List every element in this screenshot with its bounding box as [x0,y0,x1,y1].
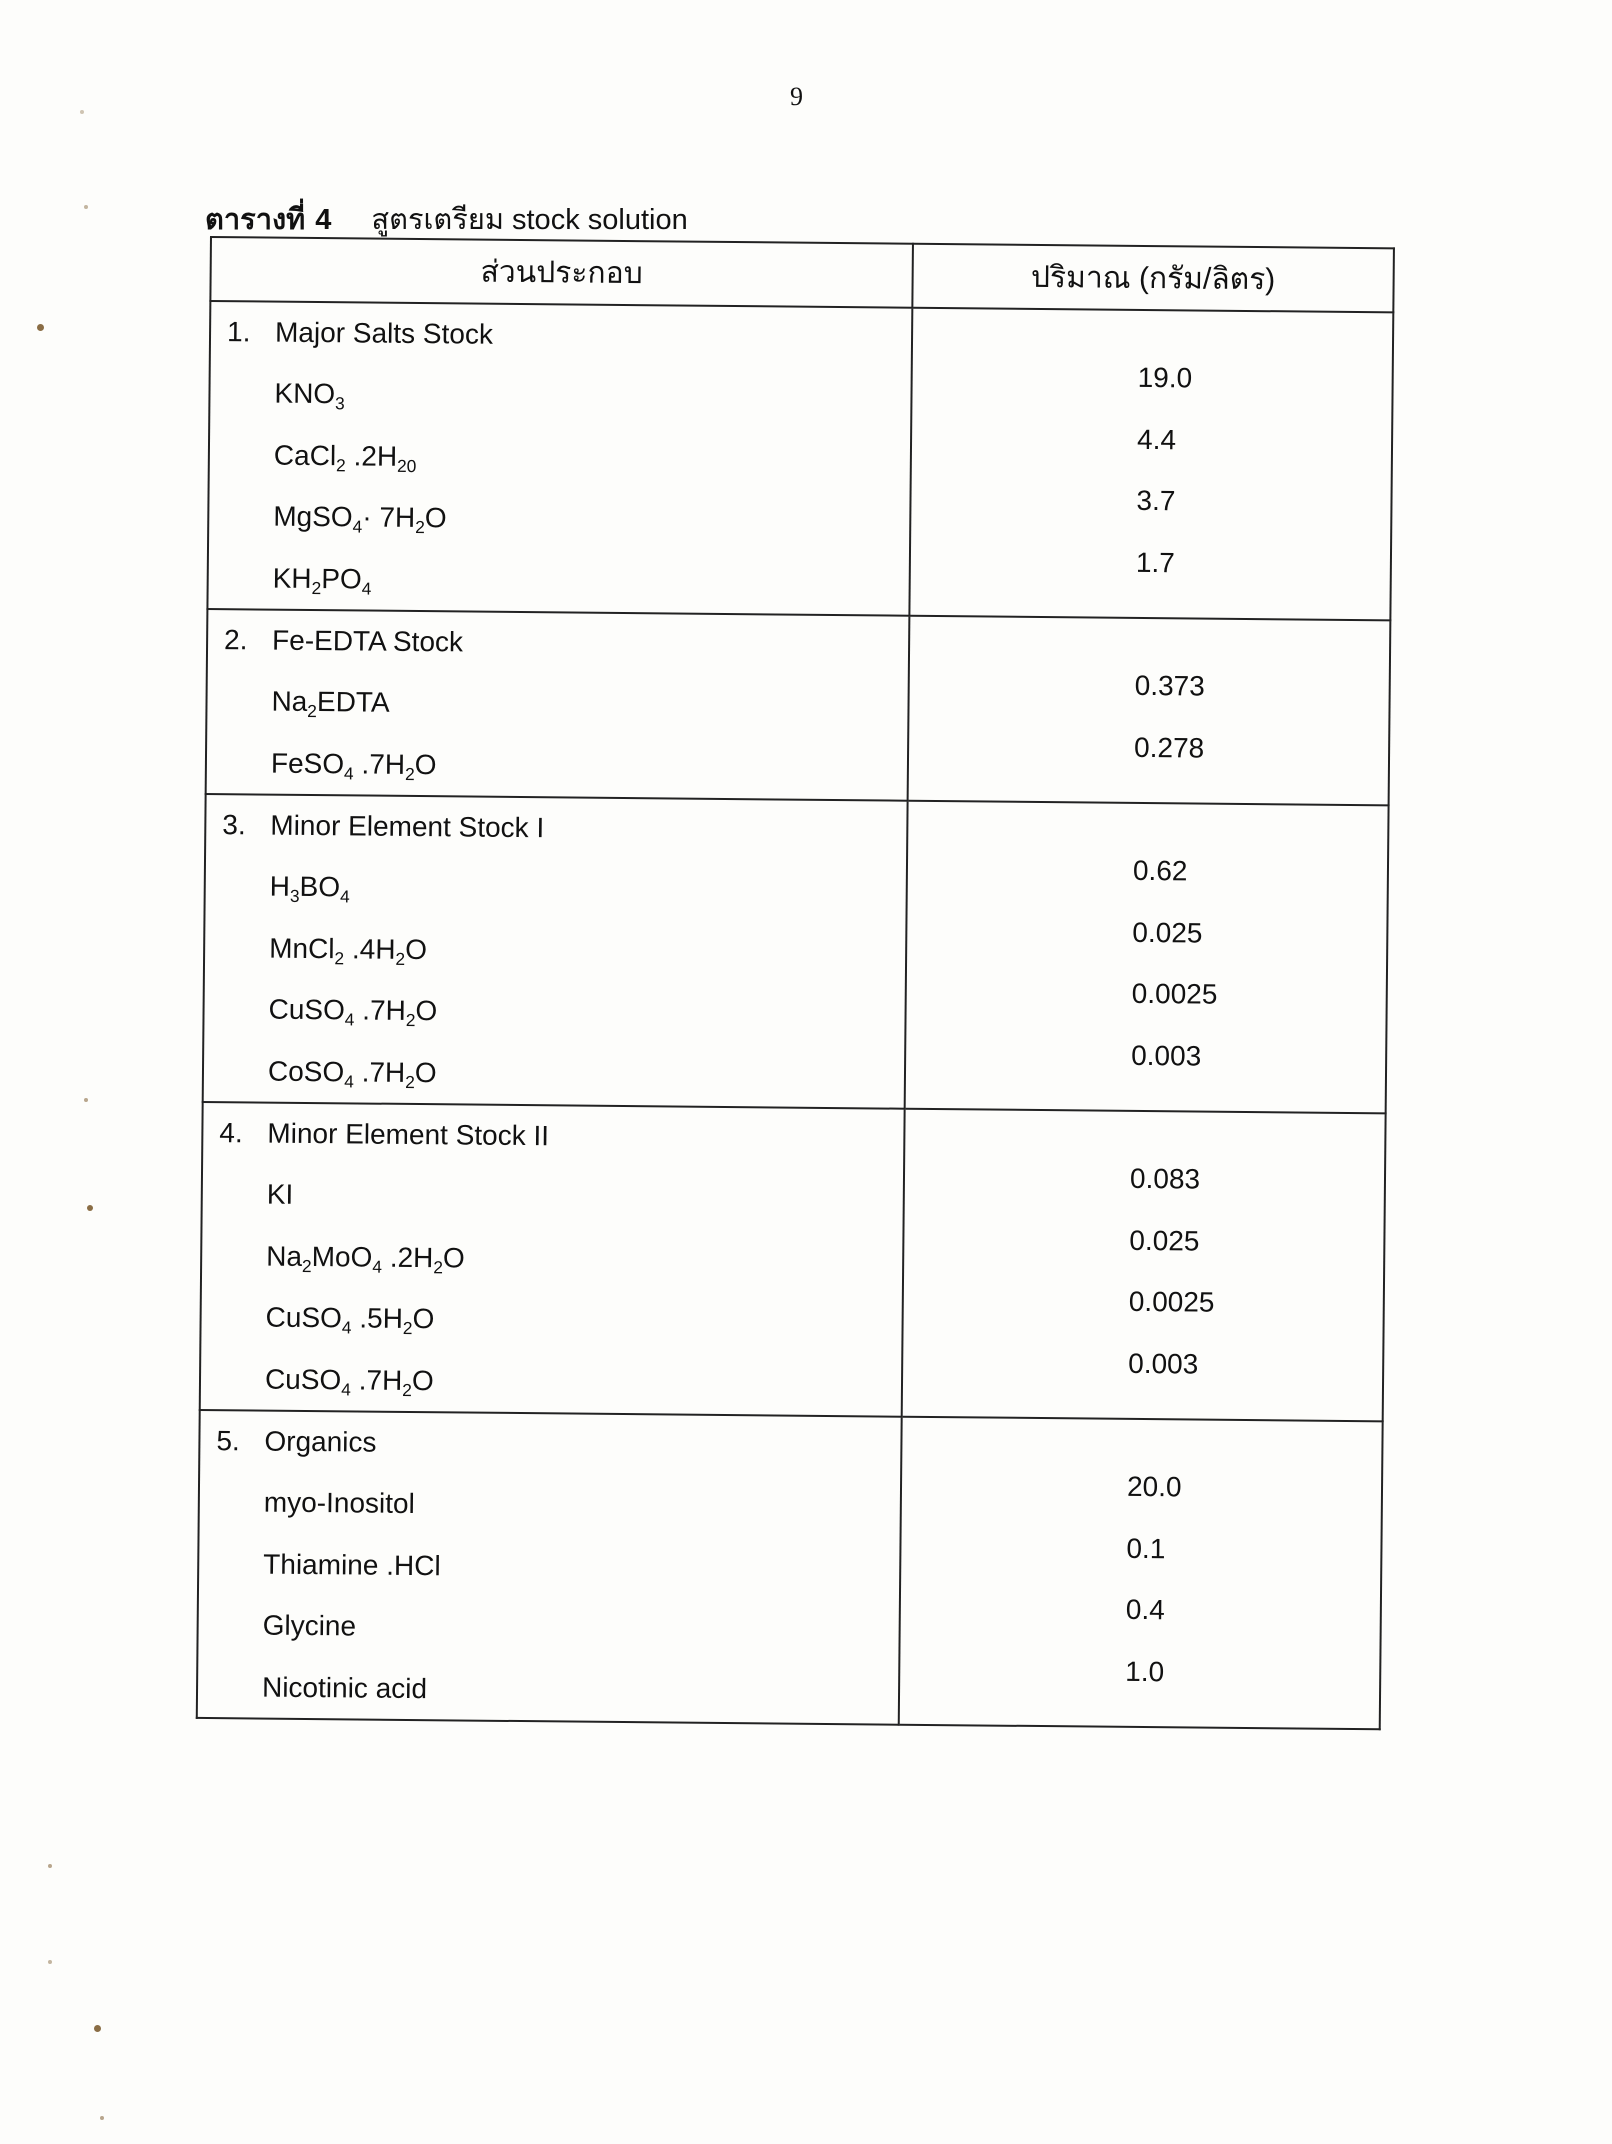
formula-subscript: 2 [433,1256,444,1277]
speck [94,2025,101,2032]
formula-subscript: 4 [339,886,350,907]
page-number: 9 [790,82,803,111]
stock-solution-table [196,236,1395,1730]
speck [80,110,84,114]
component-cell [207,301,912,616]
amount-value: 20.0 [1126,1470,1182,1503]
amount-value: 0.278 [1133,731,1205,764]
component-name [201,1347,902,1415]
section-title-text: Fe-EDTA Stock [271,624,464,658]
formula-part: CuSO [265,1301,343,1334]
formula-part: MoO [311,1240,373,1273]
formula-part: Glycine [262,1609,357,1642]
amount-value: 0.025 [1129,1224,1200,1257]
speck [37,324,44,331]
amount-value: 1.7 [1135,546,1175,578]
formula-subscript: 2 [311,577,322,598]
amount-value: 0.4 [1125,1593,1165,1626]
formula-part: O [412,1302,435,1335]
component-name [198,1594,899,1662]
formula-subscript: 2 [402,1317,413,1339]
component-name [205,916,906,984]
formula-part: .2H [345,439,398,472]
formula-subscript: 4 [344,1070,354,1091]
formula-part: O [411,1364,434,1396]
formula-subscript: 0 [406,455,417,476]
amount-value: 0.003 [1128,1347,1199,1380]
formula-subscript: 2 [415,517,425,538]
formula-part: EDTA [316,686,390,718]
amount-value: 0.003 [1131,1039,1202,1072]
component-name [207,731,908,799]
amount-value: 0.083 [1129,1162,1201,1195]
formula-part: O [442,1241,465,1273]
component-name [210,362,911,430]
formula-part: .4H [344,932,396,965]
amount-cell [909,308,1393,621]
section-title [211,302,912,369]
speck [48,1864,52,1868]
table-section-row [206,609,1391,805]
formula-part: · 7H [362,501,416,533]
section-title [208,610,909,677]
amount-value: 1.0 [1125,1655,1165,1687]
caption-number: 4 [315,204,332,236]
amount-value: 0.373 [1134,669,1205,702]
formula-part: Na [271,685,308,717]
speck [87,1205,93,1211]
table-section-row [197,1410,1383,1729]
section-number: 2. [223,624,248,656]
amount-cell [905,801,1389,1114]
formula-subscript: 2 [396,455,407,476]
formula-part: O [405,933,428,965]
formula-part: CuSO [264,1363,342,1395]
amount-value: 0.62 [1132,854,1188,887]
amount-value: 3.7 [1136,484,1176,517]
component-cell [197,1410,902,1725]
header-amount: ปริมาณ (กรัม/ลิตร) [912,244,1394,313]
component-cell [200,1102,905,1417]
section-number: 5. [216,1425,240,1457]
component-name [200,1471,901,1539]
formula-subscript: 2 [334,947,345,968]
formula-subscript: 2 [405,1071,415,1092]
caption-text: สูตรเตรียม stock solution [371,204,688,236]
section-title-text: Major Salts Stock [274,316,494,350]
formula-subscript: 2 [405,1009,416,1031]
speck [48,1960,52,1964]
component-name [199,1532,900,1600]
section-number: 3. [222,809,246,841]
formula-part: O [414,748,437,780]
formula-subscript: 4 [341,1378,351,1399]
amount-value: 4.4 [1136,423,1177,455]
amount-cell [899,1417,1383,1730]
formula-subscript: 4 [361,578,372,599]
formula-subscript: 2 [402,1379,412,1400]
caption-label: ตารางที่ [205,204,306,236]
component-name [207,670,908,738]
section-number: 4. [219,1117,243,1149]
formula-part: O [415,995,438,1027]
formula-part: KH [272,562,312,594]
formula-subscript: 3 [289,885,300,906]
section-title [200,1411,901,1478]
formula-part: BO [299,870,341,903]
formula-part: FeSO [270,747,345,779]
table-section-row [200,1102,1386,1421]
table-section-row [207,301,1393,620]
amount-cell [902,1109,1386,1422]
section-title-text: Minor Element Stock II [267,1117,550,1152]
component-name [198,1655,899,1723]
section-title-text: Organics [264,1425,377,1458]
formula-part: Thiamine .HCl [263,1548,441,1581]
component-cell [206,609,910,801]
amount-value: 0.0025 [1128,1285,1215,1318]
formula-part: O [424,502,447,534]
formula-subscript: 4 [343,762,354,783]
section-title [203,1103,904,1170]
component-cell [203,794,908,1109]
formula-part: CuSO [268,993,345,1026]
formula-subscript: 2 [404,763,415,784]
speck [100,2116,104,2120]
amount-value: 0.025 [1132,916,1203,949]
formula-part: H [269,870,291,902]
formula-part: Na [266,1240,303,1272]
section-title-text: Minor Element Stock I [270,809,545,844]
formula-part: .7H [353,1055,406,1088]
component-name [201,1286,902,1354]
formula-subscript: 4 [341,1317,352,1338]
component-name [209,485,910,553]
header-component: ส่วนประกอบ [210,237,913,308]
table-section-row [203,794,1389,1113]
component-name [205,855,906,923]
section-number: 1. [226,316,251,348]
formula-subscript: 3 [334,393,345,414]
formula-subscript: 4 [344,1009,355,1030]
formula-part: myo-Inositol [263,1486,415,1520]
formula-part: PO [321,562,362,594]
formula-subscript: 4 [352,516,363,537]
amount-value: 19.0 [1137,361,1193,394]
formula-part: .2H [381,1241,434,1273]
component-name [203,1163,904,1231]
formula-part: .7H [350,1363,403,1396]
component-name [208,547,909,615]
formula-part: KI [266,1178,294,1210]
component-name [202,1224,903,1292]
formula-part: .7H [353,747,406,780]
table-body [197,301,1394,1729]
section-title [206,795,907,862]
formula-subscript: 2 [301,1255,312,1276]
formula-part: Nicotinic acid [261,1671,428,1704]
speck [84,1098,88,1102]
formula-subscript: 2 [335,454,346,475]
component-name [204,1039,905,1107]
amount-value: 0.1 [1126,1532,1166,1564]
formula-part: CoSO [267,1055,345,1087]
amount-cell [908,616,1391,806]
table-header-row [210,237,1394,312]
formula-part: .7H [354,994,406,1026]
formula-part: O [414,1056,437,1088]
formula-subscript: 4 [372,1256,383,1277]
formula-part: .5H [351,1302,404,1334]
formula-part: MgSO [273,500,353,533]
formula-subscript: 2 [307,701,317,722]
component-name [210,424,911,492]
formula-part: CaCl [273,439,337,471]
amount-value: 0.0025 [1131,977,1218,1010]
formula-part: KNO [274,377,336,410]
component-name [204,978,905,1046]
formula-part: MnCl [269,932,335,964]
speck [84,205,88,209]
table-caption [205,196,688,242]
formula-subscript: 2 [395,948,406,969]
